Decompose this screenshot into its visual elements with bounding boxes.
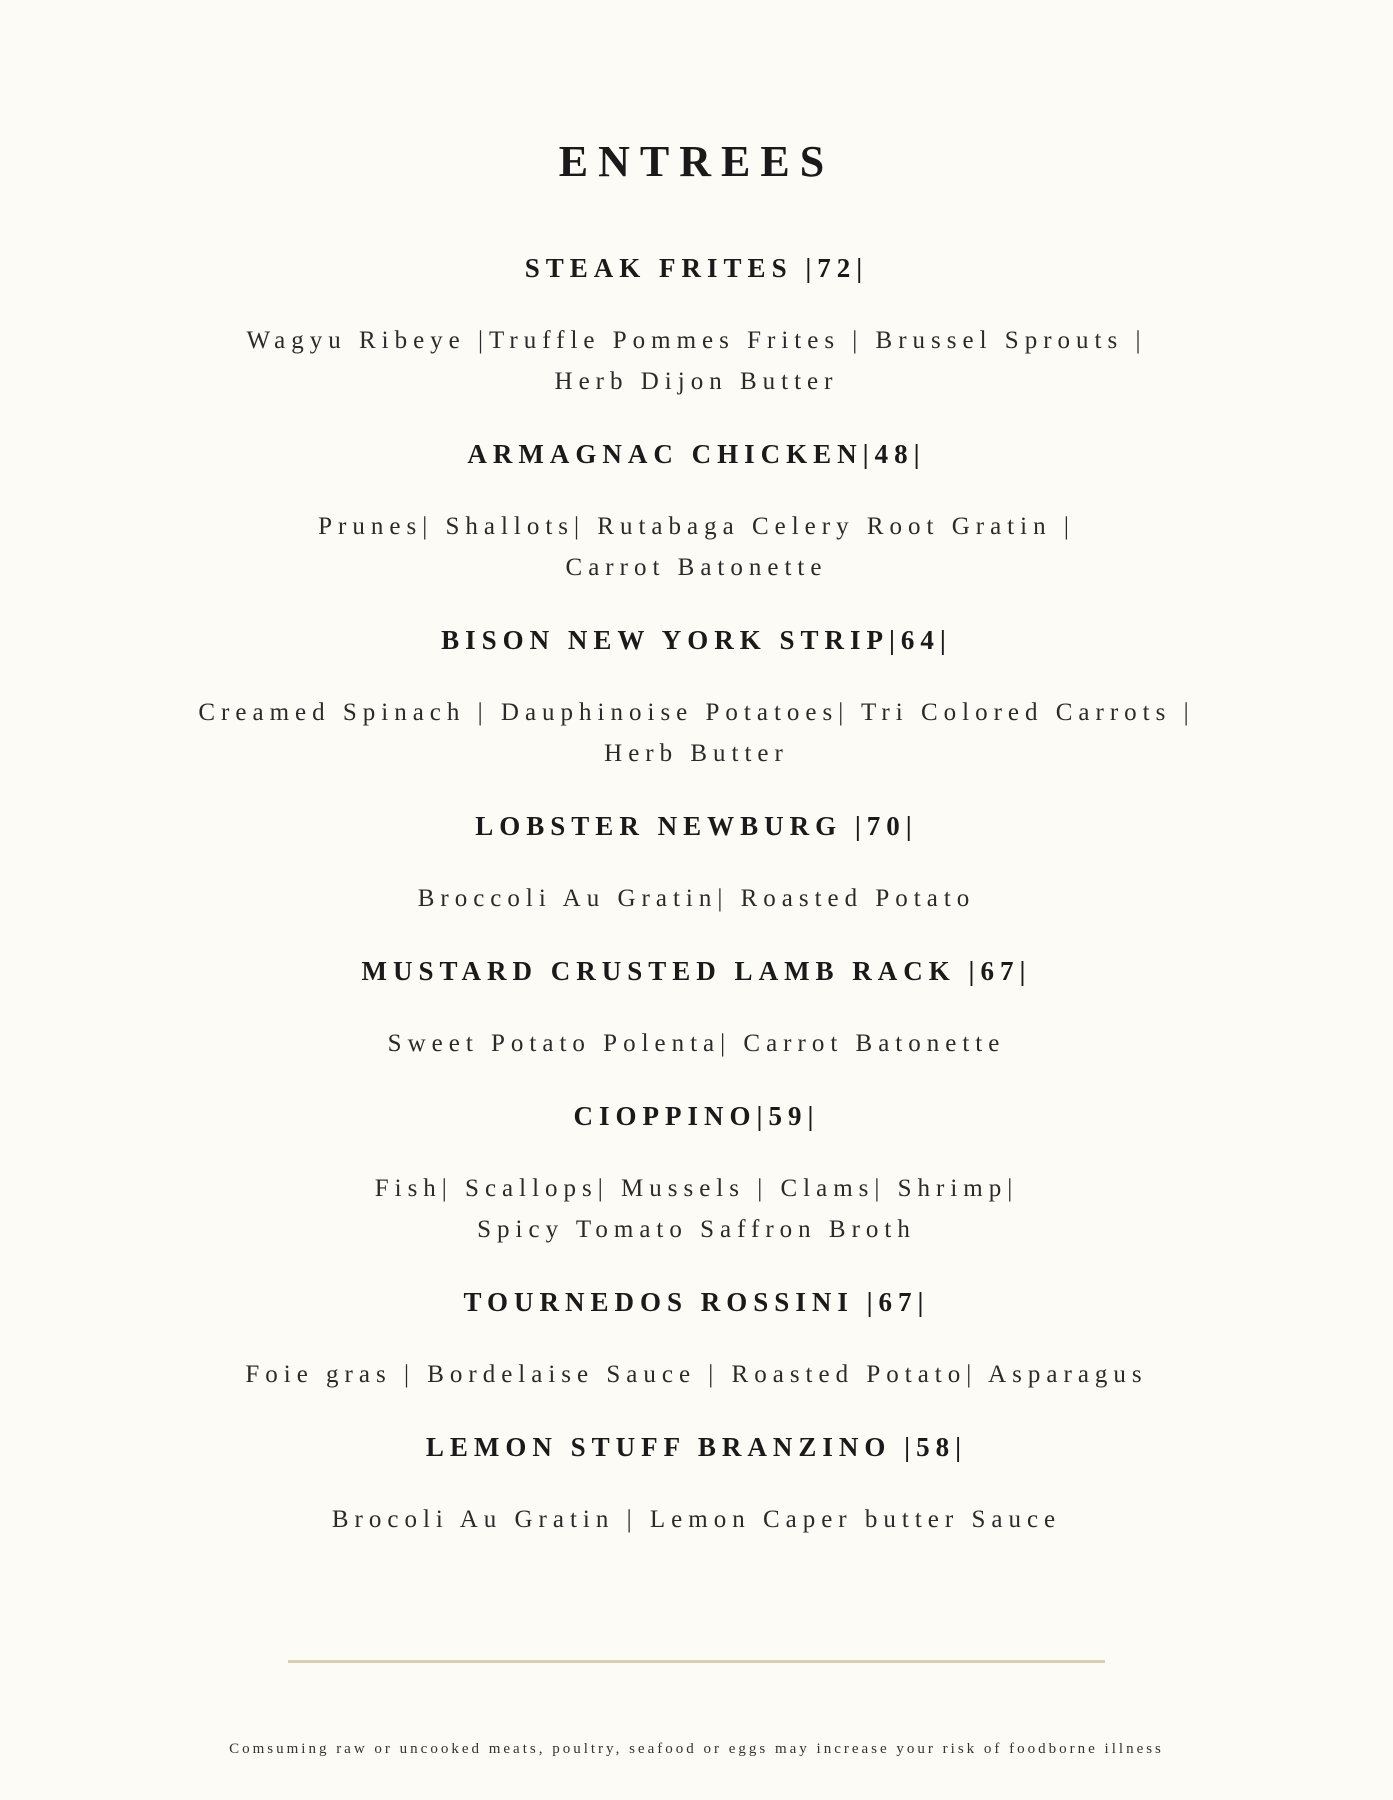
menu-item-steak-frites [0,248,1393,402]
item-name: LEMON STUFF BRANZINO |58| [425,1432,968,1462]
item-name: CIOPPINO|59| [573,1101,820,1131]
menu-item-tournedos-rossini [0,1282,1393,1395]
item-description [117,1499,1277,1540]
item-description-line: Creamed Spinach | Dauphinoise Potatoes| Tri Colored Carrots | [198,699,1195,726]
item-description-line: Herb Dijon Butter [554,368,839,395]
item-description-line: Brocoli Au Gratin | Lemon Caper butter Sauce [331,1506,1062,1533]
item-name: TOURNEDOS ROSSINI |67| [463,1287,930,1317]
menu-item-cioppino [0,1096,1393,1250]
item-description [117,506,1277,588]
item-description [117,1023,1277,1064]
item-description-line: Fish| Scallops| Mussels | Clams| Shrimp| [374,1175,1019,1202]
item-description [117,692,1277,774]
item-description-line: Wagyu Ribeye |Truffle Pommes Frites | Brussel Sprouts | [246,327,1147,354]
menu-item-bison-new-york-strip [0,620,1393,774]
item-name: STEAK FRITES |72| [524,253,869,283]
item-description [117,878,1277,919]
item-description-line: Carrot Batonette [565,554,828,581]
item-description-line: Broccoli Au Gratin| Roasted Potato [417,885,976,912]
item-description-line: Spicy Tomato Saffron Broth [477,1216,916,1243]
item-name: BISON NEW YORK STRIP|64| [441,625,952,655]
menu-item-lemon-stuff-branzino [0,1427,1393,1540]
footer-divider [288,1660,1105,1663]
item-description-line: Foie gras | Bordelaise Sauce | Roasted Potato| Asparagus [245,1361,1148,1388]
menu-items [0,248,1393,1572]
item-name: ARMAGNAC CHICKEN|48| [467,439,926,469]
item-description [117,1354,1277,1395]
item-description-line: Sweet Potato Polenta| Carrot Batonette [387,1030,1006,1057]
food-safety-disclaimer: Comsuming raw or uncooked meats, poultry, seafood or eggs may increase your risk of foodborne illness [229,1741,1164,1757]
menu-item-lobster-newburg [0,806,1393,919]
menu-item-armagnac-chicken [0,434,1393,588]
item-name: LOBSTER NEWBURG |70| [475,811,918,841]
menu-title: ENTREES [558,137,835,186]
menu-item-mustard-crusted-lamb-rack [0,951,1393,1064]
item-description [117,1168,1277,1250]
item-name: MUSTARD CRUSTED LAMB RACK |67| [361,956,1032,986]
item-description-line: Herb Butter [604,740,789,767]
item-description [117,320,1277,402]
item-description-line: Prunes| Shallots| Rutabaga Celery Root Gratin | [318,513,1075,540]
